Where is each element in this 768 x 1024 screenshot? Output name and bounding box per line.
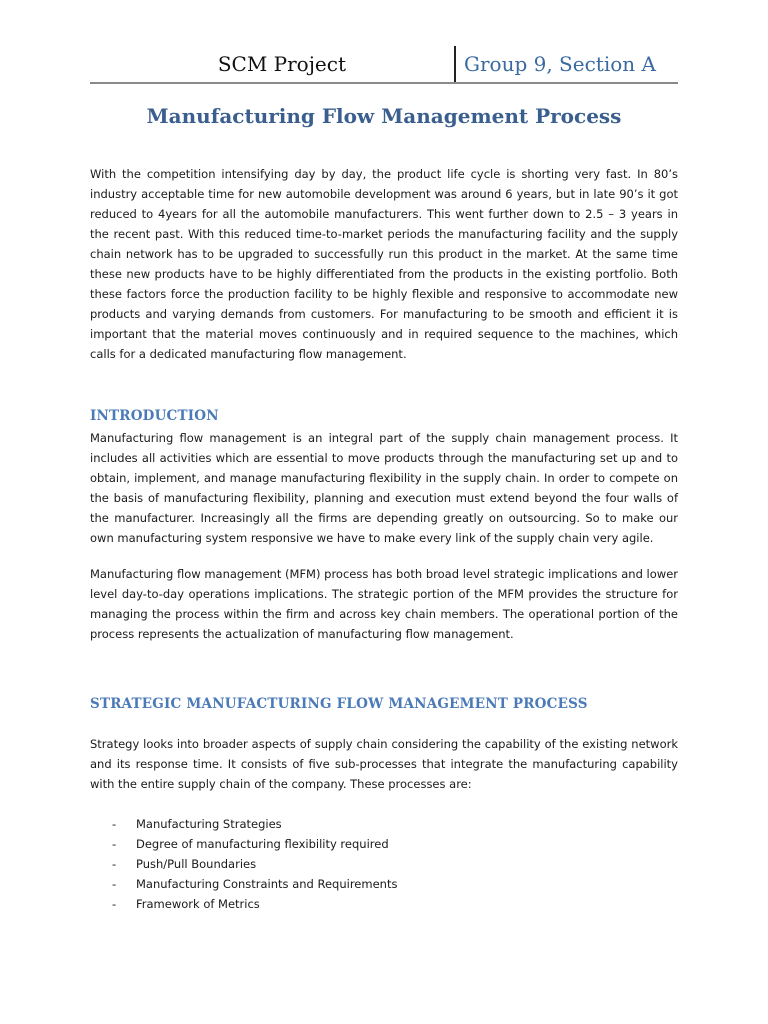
page-header bbox=[90, 42, 678, 82]
list-item bbox=[90, 854, 678, 874]
list-dash: - bbox=[112, 897, 117, 911]
list-item-text: Push/Pull Boundaries bbox=[136, 857, 257, 871]
list-dash: - bbox=[112, 817, 117, 831]
introduction-heading: INTRODUCTION bbox=[90, 408, 219, 424]
strategic-paragraph: Strategy looks into broader aspects of supply chain considering the capability of the existing network and its response time. It consists of five sub-processes that integrate the manufacturing capability with the entire supply chain of the company. These processes are: bbox=[90, 737, 678, 791]
header-rule bbox=[90, 82, 678, 84]
strategic-heading: STRATEGIC MANUFACTURING FLOW MANAGEMENT PROCESS bbox=[90, 696, 588, 712]
list-item bbox=[90, 894, 678, 914]
list-item-text: Framework of Metrics bbox=[136, 897, 260, 911]
list-item-text: Degree of manufacturing flexibility required bbox=[136, 837, 389, 851]
page-title: Manufacturing Flow Management Process bbox=[146, 104, 622, 128]
header-group-label: Group 9, Section A bbox=[464, 52, 656, 76]
introduction-paragraph-2: Manufacturing flow management (MFM) process has both broad level strategic implications and lower level day-to-day operations implications. The strategic portion of the MFM provides the structure for managing the process within the firm and across key chain members. The operational portion of the process represents the actualization of manufacturing flow management. bbox=[90, 567, 678, 641]
list-dash: - bbox=[112, 837, 117, 851]
list-item bbox=[90, 834, 678, 854]
list-dash: - bbox=[112, 857, 117, 871]
list-item-text: Manufacturing Strategies bbox=[136, 817, 282, 831]
header-divider bbox=[454, 46, 456, 84]
intro-paragraph: With the competition intensifying day by day, the product life cycle is shorting very fast. In 80’s industry acceptable time for new automobile development was around 6 years, but in late 90’s it got reduced to 4years for all the automobile manufacturers. This went further down to 2.5 – 3 years in the recent past. With this reduced time-to-market periods the manufacturing facility and the supply chain network has to be upgraded to successfully run this product in the market. At the same time these new products have to be highly differentiated from the products in the existing portfolio. Both these factors force the production facility to be highly flexible and responsive to accommodate new products and varying demands from customers. For manufacturing to be smooth and efficient it is important that the material moves continuously and in required sequence to the machines, which calls for a dedicated manufacturing flow management. bbox=[90, 167, 678, 361]
list-item-text: Manufacturing Constraints and Requirements bbox=[136, 877, 398, 891]
introduction-paragraph-1: Manufacturing flow management is an integral part of the supply chain management process. It includes all activities which are essential to move products through the manufacturing set up and to obtain, implement, and manage manufacturing flexibility in the supply chain. In order to compete on the basis of manufacturing flexibility, planning and execution must extend beyond the four walls of the manufacturer. Increasingly all the firms are depending greatly on outsourcing. So to make our own manufacturing system responsive we have to make every link of the supply chain very agile. bbox=[90, 431, 678, 545]
list-dash: - bbox=[112, 877, 117, 891]
list-item bbox=[90, 814, 678, 834]
list-item bbox=[90, 874, 678, 894]
header-project-label: SCM Project bbox=[217, 52, 346, 76]
sub-process-list bbox=[90, 814, 678, 914]
